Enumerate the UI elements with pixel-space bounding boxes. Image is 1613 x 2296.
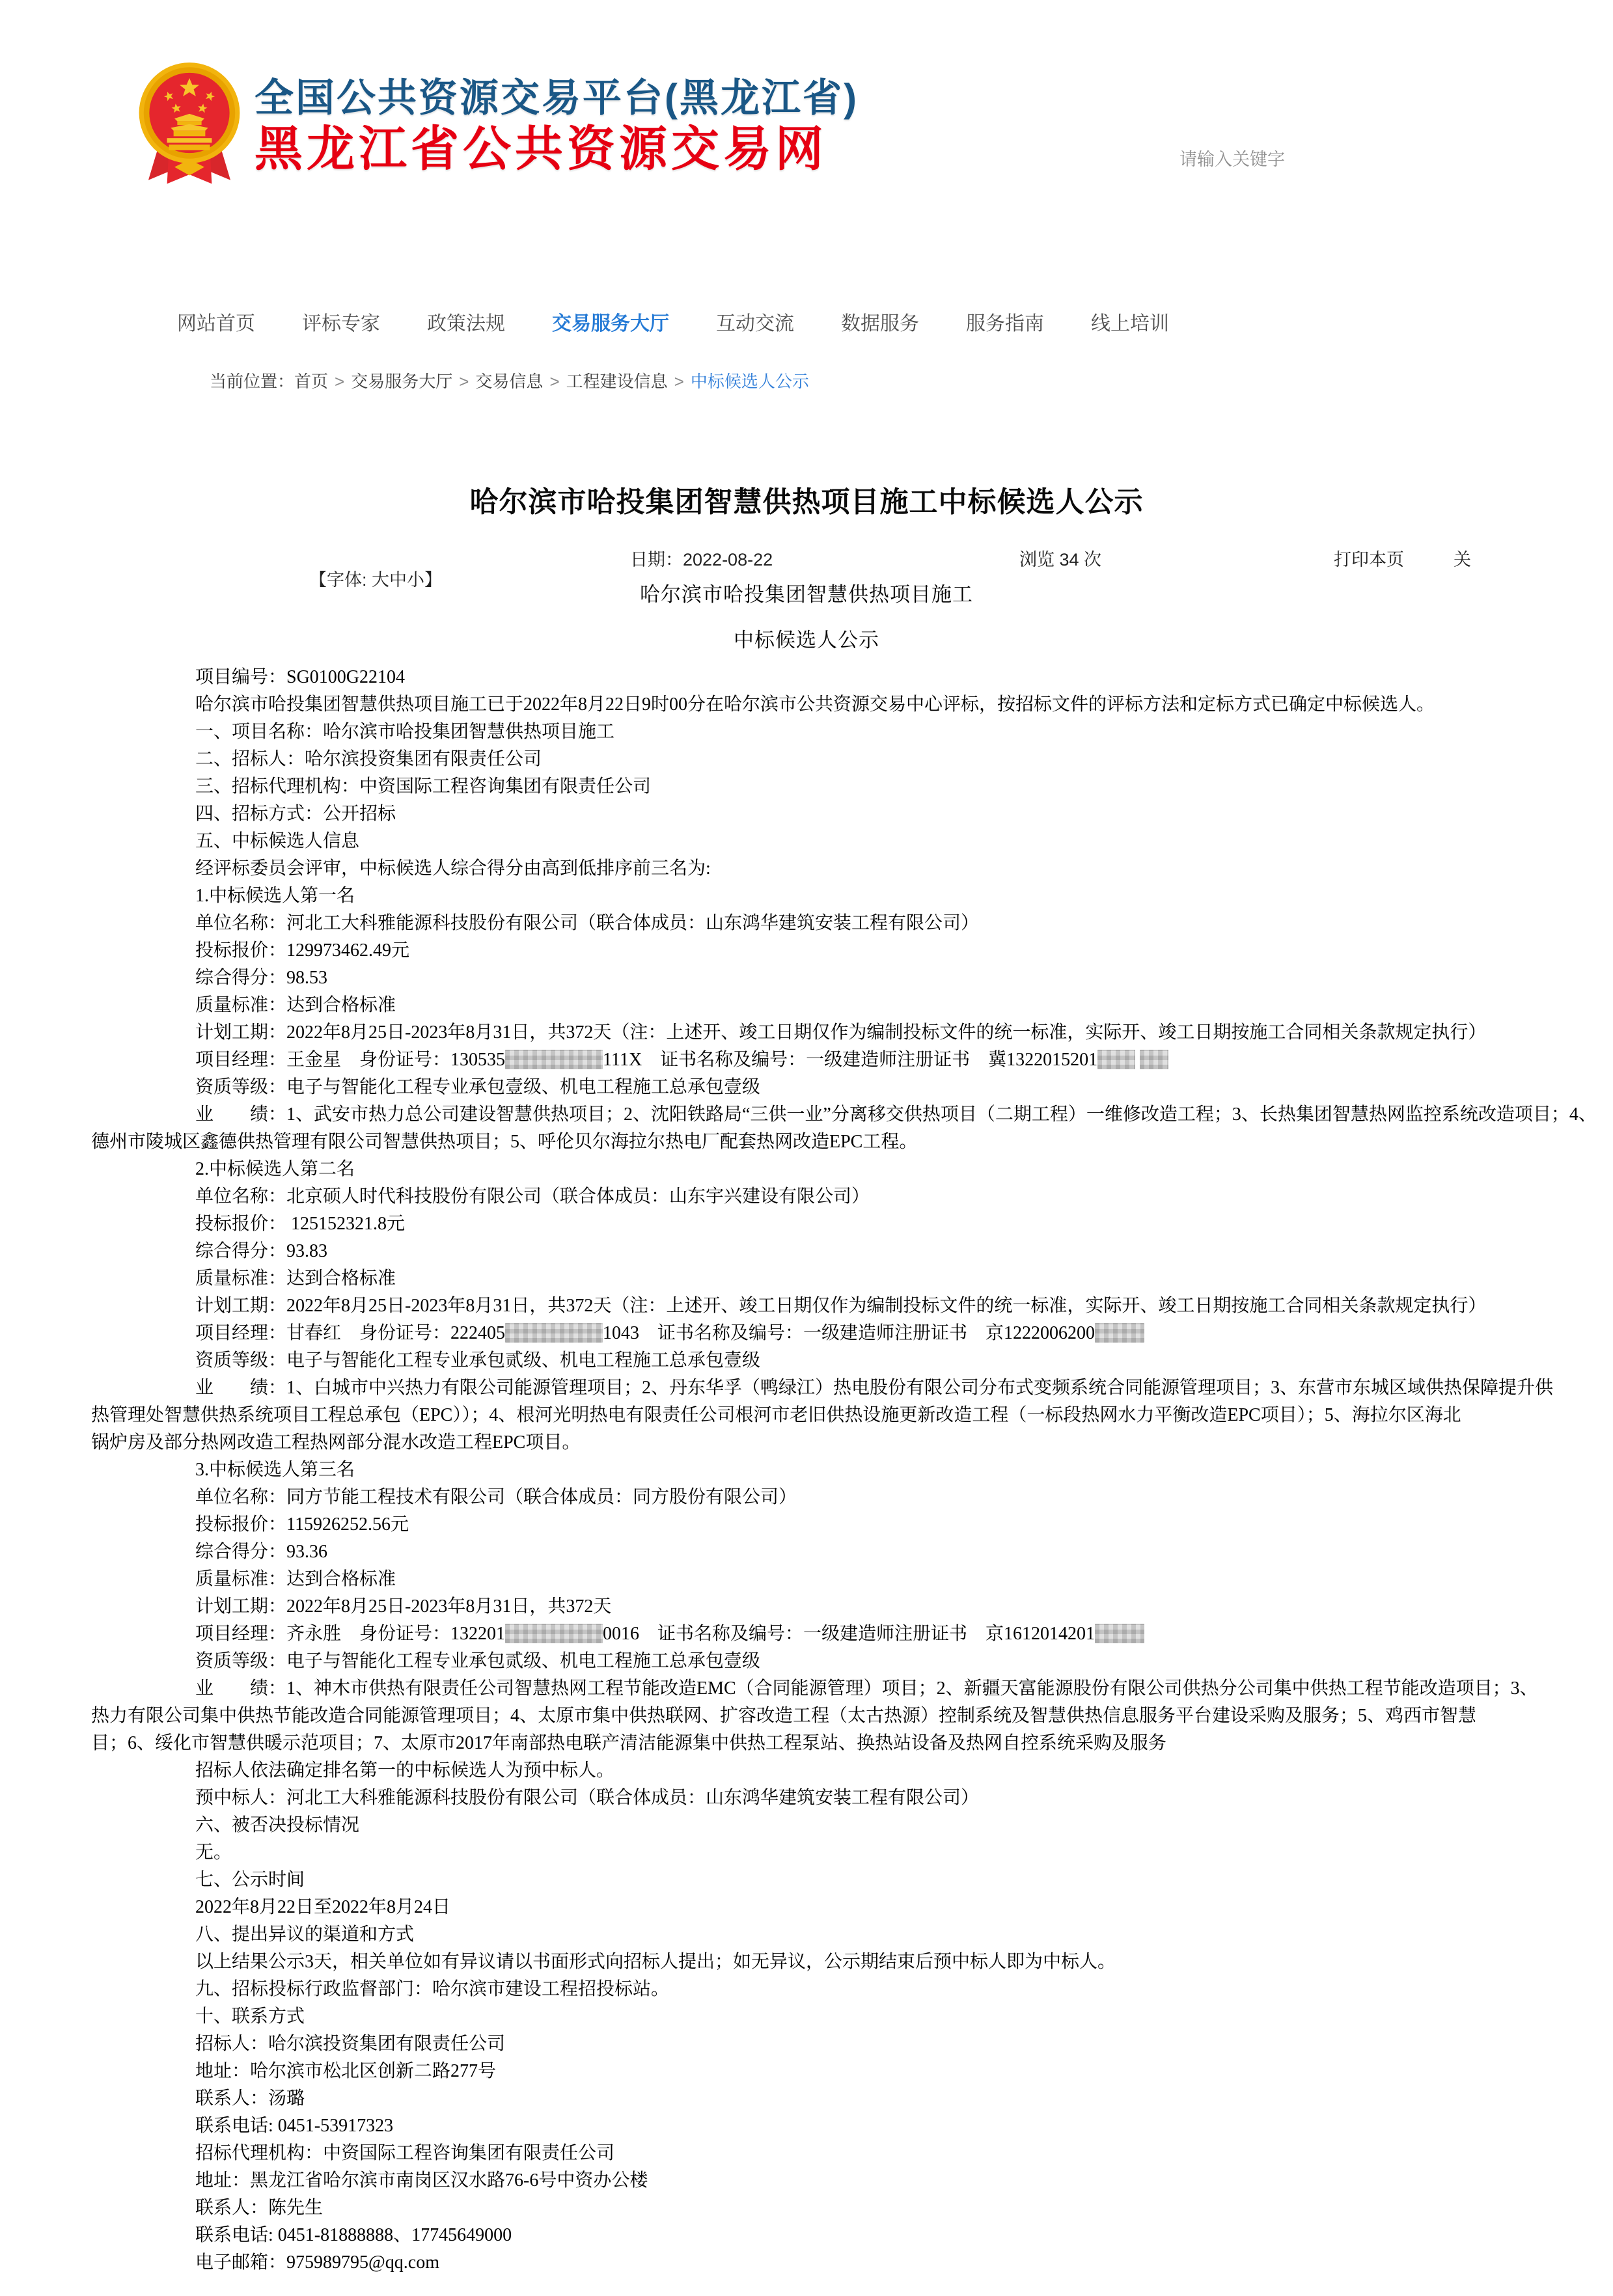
redacted-blur — [1095, 1323, 1144, 1343]
doc-line: 哈尔滨市哈投集团智慧供热项目施工已于2022年8月22日9时00分在哈尔滨市公共资源交易中心评标，按招标文件的评标方法和定标方式已确定中标候选人。 — [195, 694, 1435, 715]
doc-line: 锅炉房及部分热网改造工程热网部分混水改造工程EPC项目。 — [91, 1432, 581, 1453]
doc-line: 3.中标候选人第三名 — [195, 1460, 355, 1480]
doc-line: 资质等级：电子与智能化工程专业承包贰级、机电工程施工总承包壹级 — [195, 1350, 761, 1371]
national-emblem-logo — [133, 55, 245, 198]
breadcrumb-item-中标候选人公示[interactable]: 中标候选人公示 — [690, 372, 809, 391]
breadcrumb-separator: > — [459, 372, 469, 391]
doc-line: 三、招标代理机构：中资国际工程咨询集团有限责任公司 — [195, 776, 652, 797]
doc-line: 业 绩：1、武安市热力总公司建设智慧供热项目；2、沈阳铁路局“三供一业”分离移交供热项目（二期工程）一维修改造工程；3、长热集团智慧热网监控系统改造项目；4、 — [195, 1104, 1597, 1125]
nav-item-数据服务[interactable]: 数据服务 — [841, 313, 919, 335]
redacted-blur — [505, 1050, 603, 1069]
close-button[interactable]: 关 — [1454, 550, 1471, 569]
main-nav — [177, 307, 1169, 336]
doc-line: 质量标准：达到合格标准 — [195, 1569, 396, 1589]
doc-line: 联系电话: 0451-81888888、17745649000 — [195, 2225, 512, 2245]
doc-line: 二、招标人：哈尔滨投资集团有限责任公司 — [195, 749, 542, 769]
redacted-blur — [505, 1624, 603, 1643]
doc-line: 目；6、绥化市智慧供暖示范项目；7、太原市2017年南部热电联产清洁能源集中供热工程泵站、换热站设备及热网自控系统采购及服务 — [91, 1733, 1167, 1753]
doc-line: 综合得分：98.53 — [195, 968, 328, 988]
nav-item-交易服务大厅[interactable]: 交易服务大厅 — [552, 313, 669, 335]
doc-line: 招标代理机构：中资国际工程咨询集团有限责任公司 — [195, 2143, 615, 2163]
doc-line: 九、招标投标行政监督部门：哈尔滨市建设工程招投标站。 — [195, 1979, 670, 1999]
font-label-prefix: 【字体: — [309, 570, 372, 590]
doc-subtitle-line1: 哈尔滨市哈投集团智慧供热项目施工 — [640, 583, 973, 606]
doc-line: 资质等级：电子与智能化工程专业承包壹级、机电工程施工总承包壹级 — [195, 1077, 761, 1097]
breadcrumb-prefix: 当前位置： — [210, 372, 295, 391]
font-size-button-小[interactable]: 小 — [407, 570, 425, 590]
platform-title: 全国公共资源交易平台(黑龙江省) — [255, 76, 859, 120]
doc-line: 2.中标候选人第二名 — [195, 1159, 355, 1179]
doc-line: 招标人依法确定排名第一的中标候选人为预中标人。 — [195, 1760, 615, 1781]
redacted-blur — [1097, 1050, 1135, 1069]
doc-line: 质量标准：达到合格标准 — [195, 1268, 396, 1289]
doc-line: 综合得分：93.83 — [195, 1241, 328, 1261]
nav-item-评标专家[interactable]: 评标专家 — [302, 313, 380, 335]
doc-line: 预中标人：河北工大科雅能源科技股份有限公司（联合体成员：山东鸿华建筑安装工程有限公司） — [195, 1788, 980, 1808]
doc-line: 投标报价：129973462.49元 — [195, 940, 410, 961]
doc-line: 电子邮箱：975989795@qq.com — [195, 2252, 439, 2273]
doc-line: 八、提出异议的渠道和方式 — [195, 1924, 415, 1945]
doc-line: 投标报价：115926252.56元 — [195, 1514, 409, 1535]
doc-line: 联系人：陈先生 — [195, 2198, 324, 2218]
doc-line: 单位名称：同方节能工程技术有限公司（联合体成员：同方股份有限公司） — [195, 1487, 797, 1507]
doc-line: 资质等级：电子与智能化工程专业承包贰级、机电工程施工总承包壹级 — [195, 1651, 761, 1671]
redacted-blur — [1140, 1050, 1168, 1069]
doc-line: 2022年8月22日至2022年8月24日 — [195, 1897, 451, 1917]
doc-line: 招标人：哈尔滨投资集团有限责任公司 — [195, 2034, 506, 2054]
doc-line: 项目经理：王金星 身份证号：130535 111X 证书名称及编号：一级建造师注册证书 冀1322015201 — [0, 1046, 1613, 1074]
doc-line: 五、中标候选人信息 — [195, 831, 360, 851]
nav-item-线上培训[interactable]: 线上培训 — [1091, 313, 1169, 335]
doc-line: 德州市陵城区鑫德供热管理有限公司智慧供热项目；5、呼伦贝尔海拉尔热电厂配套热网改造EPC工程。 — [91, 1132, 918, 1152]
article-meta — [0, 545, 1613, 590]
doc-line: 地址：黑龙江省哈尔滨市南岗区汉水路76-6号中资办公楼 — [195, 2170, 648, 2191]
doc-line: 业 绩：1、白城市中兴热力有限公司能源管理项目；2、丹东华孚（鸭绿江）热电股份有限公司分布式变频系统合同能源管理项目；3、东营市东城区域供热保障提升供 — [195, 1378, 1554, 1398]
doc-line: 计划工期：2022年8月25日-2023年8月31日，共372天（注：上述开、竣工日期仅作为编制投标文件的统一标准，实际开、竣工日期按施工合同相关条款规定执行） — [195, 1296, 1487, 1316]
breadcrumb-separator: > — [674, 372, 684, 391]
doc-line: 十、联系方式 — [195, 2006, 305, 2027]
breadcrumb-item-首页[interactable]: 首页 — [294, 372, 329, 391]
breadcrumb-separator: > — [335, 372, 345, 391]
doc-line: 七、公示时间 — [195, 1870, 305, 1890]
doc-line: 单位名称：北京硕人时代科技股份有限公司（联合体成员：山东宇兴建设有限公司） — [195, 1186, 870, 1207]
publish-date: 日期：2022-08-22 — [630, 550, 773, 569]
site-header — [133, 55, 859, 198]
doc-line: 质量标准：达到合格标准 — [195, 995, 396, 1015]
doc-line: 以上结果公示3天，相关单位如有异议请以书面形式向招标人提出；如无异议，公示期结束后预中标人即为中标人。 — [195, 1952, 1116, 1972]
font-size-button-大[interactable]: 大 — [372, 570, 390, 590]
doc-line: 业 绩：1、神木市供热有限责任公司智慧热网工程节能改造EMC（合同能源管理）项目；2、新疆天富能源股份有限公司供热分公司集中供热工程节能改造项目；3、 — [195, 1678, 1538, 1699]
view-count: 浏览 34 次 — [1019, 550, 1102, 569]
breadcrumb-item-交易信息[interactable]: 交易信息 — [475, 372, 544, 391]
font-size-button-中[interactable]: 中 — [389, 570, 407, 590]
doc-line: 计划工期：2022年8月25日-2023年8月31日，共372天 — [195, 1596, 612, 1617]
nav-item-网站首页[interactable]: 网站首页 — [177, 313, 255, 335]
page-title: 哈尔滨市哈投集团智慧供热项目施工中标候选人公示 — [469, 486, 1144, 518]
doc-line: 综合得分：93.36 — [195, 1542, 328, 1562]
doc-line: 投标报价： 125152321.8元 — [195, 1214, 406, 1234]
doc-line: 无。 — [195, 1842, 232, 1863]
doc-line: 计划工期：2022年8月25日-2023年8月31日，共372天（注：上述开、竣工日期仅作为编制投标文件的统一标准，实际开、竣工日期按施工合同相关条款规定执行） — [195, 1022, 1487, 1043]
doc-line: 项目编号：SG0100G22104 — [195, 667, 406, 687]
doc-line: 经评标委员会评审，中标候选人综合得分由高到低排序前三名为: — [195, 858, 711, 879]
doc-line: 项目经理：齐永胜 身份证号：132201 0016 证书名称及编号：一级建造师注册证书 京1612014201 — [0, 1620, 1613, 1648]
breadcrumb-separator: > — [549, 372, 560, 391]
doc-subtitle-line2: 中标候选人公示 — [734, 629, 879, 651]
breadcrumb — [210, 368, 809, 392]
doc-line: 联系电话: 0451-53917323 — [195, 2116, 394, 2136]
doc-line: 四、招标方式：公开招标 — [195, 804, 396, 824]
font-label-suffix: 】 — [424, 570, 443, 590]
nav-item-服务指南[interactable]: 服务指南 — [966, 313, 1044, 335]
doc-line: 一、项目名称：哈尔滨市哈投集团智慧供热项目施工 — [195, 722, 615, 742]
doc-line: 热力有限公司集中供热节能改造合同能源管理项目；4、太原市集中供热联网、扩容改造工程（太古热源）控制系统及智慧供热信息服务平台建设采购及服务；5、鸡西市智慧 — [91, 1706, 1477, 1726]
redacted-blur — [505, 1323, 603, 1343]
breadcrumb-item-工程建设信息[interactable]: 工程建设信息 — [566, 372, 668, 391]
redacted-blur — [1095, 1624, 1144, 1643]
doc-line: 联系人：汤璐 — [195, 2088, 305, 2109]
doc-line: 地址：哈尔滨市松北区创新二路277号 — [195, 2061, 497, 2081]
search-input[interactable] — [1178, 144, 1389, 174]
nav-item-政策法规[interactable]: 政策法规 — [427, 313, 505, 335]
doc-line: 项目经理：甘春红 身份证号：222405 1043 证书名称及编号：一级建造师注册证书 京1222006200 — [0, 1320, 1613, 1347]
site-title: 黑龙江省公共资源交易网 — [255, 122, 827, 176]
breadcrumb-item-交易服务大厅[interactable]: 交易服务大厅 — [351, 372, 453, 391]
doc-line: 单位名称：河北工大科雅能源科技股份有限公司（联合体成员：山东鸿华建筑安装工程有限公司） — [195, 913, 980, 933]
doc-line: 热管理处智慧供热系统项目工程总承包（EPC））；4、根河光明热电有限责任公司根河市老旧供热设施更新改造工程（一标段热网水力平衡改造EPC项目）；5、海拉尔区海北 — [91, 1405, 1461, 1425]
doc-line: 六、被否决投标情况 — [195, 1815, 360, 1835]
nav-item-互动交流[interactable]: 互动交流 — [716, 313, 794, 335]
document-body — [0, 664, 1613, 2276]
print-button[interactable]: 打印本页 — [1334, 550, 1404, 569]
doc-line: 1.中标候选人第一名 — [195, 886, 355, 906]
